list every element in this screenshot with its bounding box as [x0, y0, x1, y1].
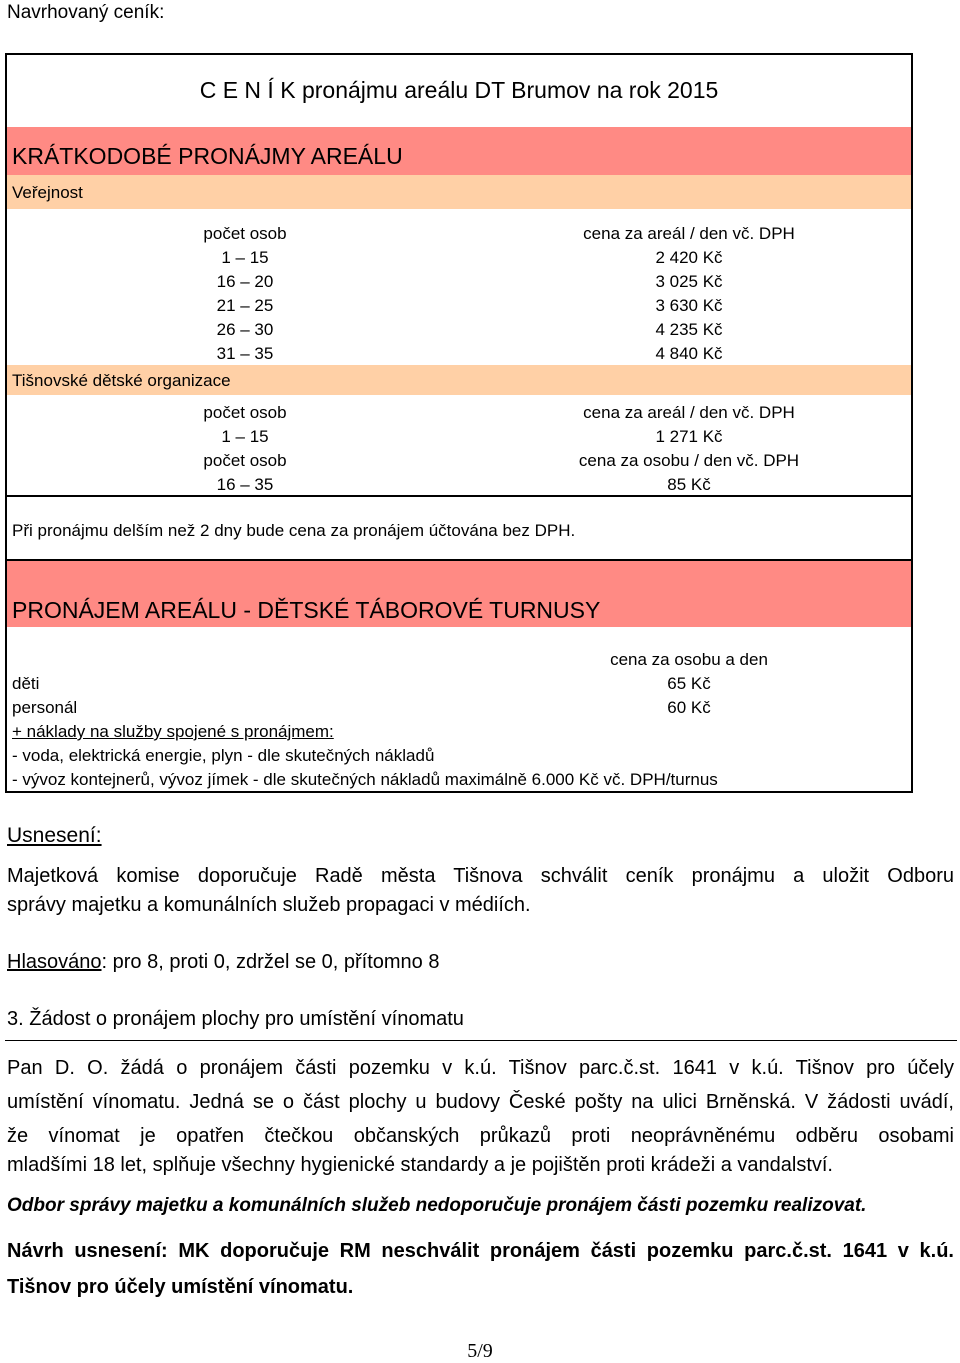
- price-cell: 85 Kč: [667, 475, 711, 494]
- staff-price: 60 Kč: [667, 698, 711, 717]
- item-title: 3. Žádost o pronájem plochy pro umístění vínomatu: [7, 1008, 464, 1030]
- price-cell: 4 840 Kč: [655, 344, 723, 363]
- short-term-title: KRÁTKODOBÉ PRONÁJMY AREÁLU: [12, 143, 403, 169]
- persons-cell: 31 – 35: [216, 344, 274, 363]
- request-line: Pan D. O. žádá o pronájem části pozemku v k.ú. Tišnov parc.č.st. 1641 v k.ú. Tišnov pro účely: [7, 1057, 954, 1079]
- vote-line: [7, 951, 439, 974]
- children-price: 65 Kč: [667, 674, 711, 693]
- persons-cell: 1 – 15: [221, 248, 269, 267]
- col-persons-header: počet osob: [203, 451, 287, 470]
- request-line: umístění vínomatu. Jedná se o část plochy u budovy České pošty na ulici Brněnská. V žádosti uvádí,: [7, 1091, 954, 1113]
- section-heading: Navrhovaný ceník:: [7, 2, 165, 23]
- resolution-line: Majetková komise doporučuje Radě města Tišnova schválit ceník pronájmu a uložit Odboru: [7, 865, 954, 887]
- col-persons-header: počet osob: [203, 403, 287, 422]
- request-line: mladšími 18 let, splňuje všechny hygienické standardy a je pojištěn proti krádeži a vandalství.: [7, 1154, 833, 1176]
- tisnov-label: Tišnovské dětské organizace: [12, 371, 231, 390]
- persons-cell: 21 – 25: [216, 296, 274, 315]
- staff-label: personál: [12, 698, 78, 717]
- price-cell: 3 025 Kč: [655, 272, 723, 291]
- vote-colon: :: [101, 951, 108, 973]
- price-cell: 3 630 Kč: [655, 296, 723, 315]
- title-rule: [5, 1040, 957, 1041]
- tisnov-header: [7, 365, 911, 395]
- divider: [5, 495, 913, 497]
- col-price-header: cena za osobu / den vč. DPH: [578, 451, 800, 470]
- persons-cell: 16 – 35: [216, 475, 274, 494]
- public-label: Veřejnost: [12, 183, 83, 202]
- persons-cell: 1 – 15: [221, 427, 269, 446]
- dph-note: Při pronájmu delším než 2 dny bude cena za pronájem účtována bez DPH.: [12, 521, 576, 540]
- col-persons-header: počet osob: [203, 224, 287, 243]
- department-statement: Odbor správy majetku a komunálních služeb nedoporučuje pronájem části pozemku realizovat.: [7, 1195, 867, 1216]
- cenik-table: [5, 53, 913, 561]
- costs-title: + náklady na služby spojené s pronájmem:: [12, 722, 334, 741]
- persons-cell: 16 – 20: [216, 272, 274, 291]
- camp-table: [5, 561, 913, 793]
- public-header: [7, 175, 911, 209]
- camp-col-header: cena za osobu a den: [610, 650, 768, 669]
- page-number: 5/9: [467, 1340, 493, 1362]
- vote-label: Hlasováno: [7, 951, 102, 973]
- proposal-line: Tišnov pro účely umístění vínomatu.: [7, 1276, 354, 1298]
- camp-header: [7, 561, 911, 627]
- col-price-header: cena za areál / den vč. DPH: [583, 224, 795, 243]
- cost-item: - voda, elektrická energie, plyn - dle skutečných nákladů: [12, 746, 435, 765]
- price-cell: 1 271 Kč: [655, 427, 723, 446]
- col-price-header: cena za areál / den vč. DPH: [583, 403, 795, 422]
- vote-result: pro 8, proti 0, zdržel se 0, přítomno 8: [107, 951, 440, 973]
- camp-title: PRONÁJEM AREÁLU - DĚTSKÉ TÁBOROVÉ TURNUSY: [12, 597, 601, 623]
- resolution-label: Usnesení:: [7, 824, 102, 847]
- price-cell: 2 420 Kč: [655, 248, 723, 267]
- request-line: že vínomat je opatřen čtečkou občanských průkazů proti neoprávněnému odběru osobami: [7, 1125, 954, 1147]
- persons-cell: 26 – 30: [216, 320, 274, 339]
- short-term-header: [7, 127, 911, 175]
- price-cell: 4 235 Kč: [655, 320, 723, 339]
- children-label: děti: [12, 674, 40, 693]
- proposal-line: Návrh usnesení: MK doporučuje RM neschválit pronájem části pozemku parc.č.st. 1641 v k.ú.: [7, 1240, 954, 1262]
- resolution-line: správy majetku a komunálních služeb propagaci v médiích.: [7, 894, 531, 916]
- cenik-title: C E N Í K pronájmu areálu DT Brumov na rok 2015: [199, 77, 719, 103]
- cost-item: - vývoz kontejnerů, vývoz jímek - dle skutečných nákladů maximálně 6.000 Kč vč. DPH/turnus: [12, 770, 718, 789]
